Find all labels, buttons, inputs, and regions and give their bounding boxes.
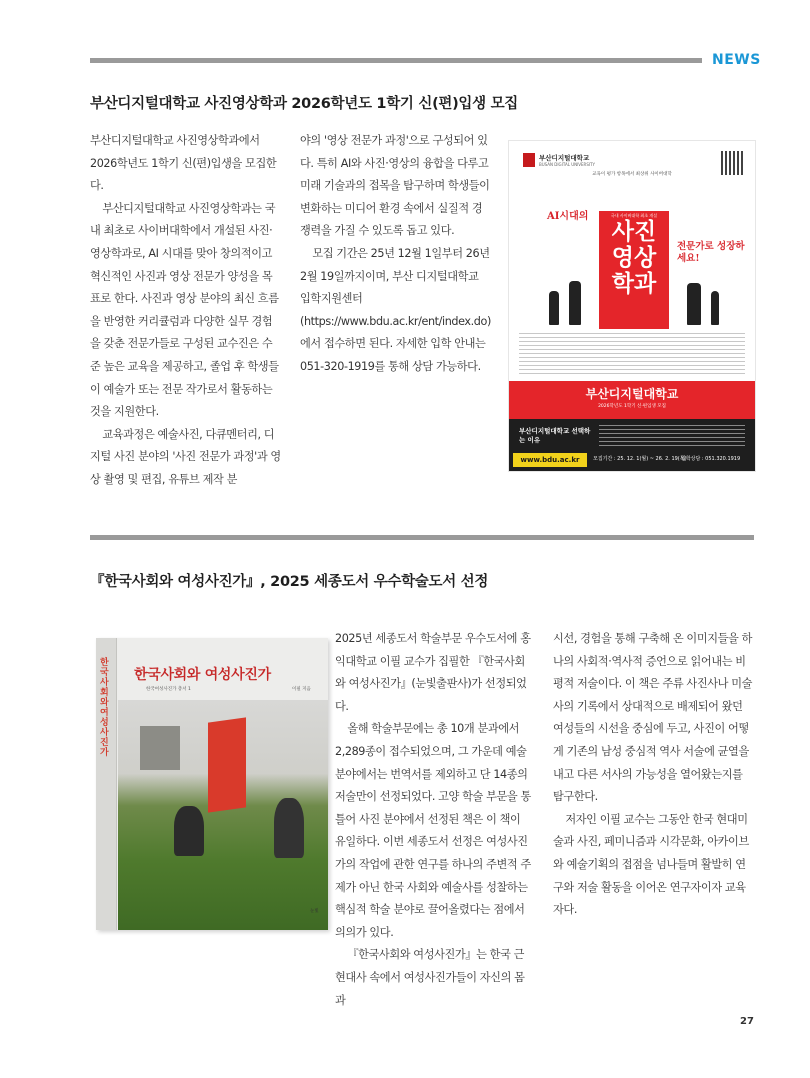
university-logo-icon xyxy=(523,153,535,167)
article1-headline: 부산디지털대학교 사진영상학과 2026학년도 1학기 신(편)입생 모집 xyxy=(90,96,519,112)
page-number: 27 xyxy=(740,1016,754,1027)
paragraph: 2025년 세종도서 학술부문 우수도서에 홍익대학교 이필 교수가 집필한 『한국사회와 여성사진가』(눈빛출판사)가 선정되었다. xyxy=(335,632,531,713)
book-series: 한국여성사진가 총서 1 xyxy=(146,687,191,692)
poster-school-name: 부산디지털대학교 xyxy=(539,154,590,162)
book-photo-person xyxy=(174,806,204,856)
paragraph: 야의 '영상 전문가 과정'으로 구성되어 있다. 특히 AI와 사진·영상의 융합을 다루고 미래 기술과의 접목을 탐구하며 학생들이 변화하는 미디어 환경 속에서 실질적 경쟁력을 가질 수 있도록 돕고 있다. xyxy=(300,134,490,238)
section-label: NEWS xyxy=(712,52,761,68)
book-publisher: 눈빛 xyxy=(310,909,319,914)
book-author: 이필 지음 xyxy=(292,687,311,692)
paragraph: 저자인 이필 교수는 그동안 한국 현대미술과 사진, 페미니즘과 시각문화, 아카이브와 예술기획의 접점을 넘나들며 활발히 연구와 저술 활동을 이어온 연구자이자 교육자다. xyxy=(553,812,749,917)
camera-operator-silhouette-icon xyxy=(687,283,701,325)
book-cover xyxy=(96,638,328,930)
article2-column-2 xyxy=(553,628,753,922)
poster-inquiry: 입학상담 : 051.320.1919 xyxy=(681,456,741,462)
article2-column-1 xyxy=(335,628,533,1012)
paragraph: 부산디지털대학교 사진영상학과에서 2026학년도 1학기 신(편)입생을 모집한다. xyxy=(90,134,277,193)
paragraph: 부산디지털대학교 사진영상학과는 국내 최초로 사이버대학에서 개설된 사진·영상학과로, AI 시대를 맞아 창의적이고 혁신적인 사진과 영상 전문가 양성을 목표로 한다. 사진과 영상 분야의 최신 흐름을 반영한 커리큘럼과 다양한 실무 경험을 갖춘 전문가들로 구성된 교수진은 수준 높은 교육을 제공하고, 졸업 후 학생들이 예술가 또는 전문 작가로서 활동하는 것을 지원한다. xyxy=(90,201,279,419)
photographer-silhouette-icon xyxy=(549,291,559,325)
poster-recruit: 2026학년도 1학기 신·편입생 모집 xyxy=(598,404,666,409)
paragraph: 모집 기간은 25년 12월 1일부터 26년 2월 19일까지이며, 부산 디지털대학교 입학지원센터(https://www.bdu.ac.kr/ent/index.do)에서 접수하면 된다. 자세한 입학 안내는 051-320-1919를 통해 상담 가능하다. xyxy=(300,246,491,373)
book-spine-title: 한국사회와 여성사진가 xyxy=(100,658,109,758)
section-divider xyxy=(90,535,754,540)
paragraph: 『한국사회와 여성사진가』는 한국 근현대사 속에서 여성사진가들이 자신의 몸과 xyxy=(335,948,525,1007)
poster-ai-text: AI시대의 xyxy=(547,211,589,222)
poster-university: 부산디지털대학교 xyxy=(585,387,679,401)
poster-school-english: BUSAN DIGITAL UNIVERSITY xyxy=(539,162,595,167)
paragraph: 시선, 경험을 통해 구축해 온 이미지들을 하나의 사회적·역사적 증언으로 읽어내는 비평적 저술이다. 이 책은 주류 사진사나 미술사의 기록에서 상대적으로 배제되어 왔던 여성들의 시선을 중심에 두고, 사진이 어떻게 기존의 남성 중심적 역사 서술에 균열을 내고 다른 서사의 가능성을 열어왔는지를 탐구한다. xyxy=(553,632,753,804)
article2-headline: 『한국사회와 여성사진가』, 2025 세종도서 우수학술도서 선정 xyxy=(90,574,489,590)
poster-ribbon: 국내 사이버대학 최초 개설 xyxy=(610,213,658,218)
book-photo-red-panel xyxy=(208,717,246,812)
poster-fine-print xyxy=(519,333,745,377)
poster-quote: 교육이 평가 항목에서 최상위 사이버대학 xyxy=(592,172,672,177)
paragraph: 교육과정은 예술사진, 다큐멘터리, 디지털 사진 분야의 '사진 전문가 과정'과 영상 촬영 및 편집, 유튜브 제작 분 xyxy=(90,427,281,486)
paragraph: 올해 학술부문에는 총 10개 분과에서 2,289종이 접수되었으며, 그 가운데 예술 분야에서는 번역서를 제외하고 단 14종의 저술만이 선정되었다. 고양 학술 부문을 통틀어 사진 분야에서 선정된 책은 이 책이 유일하다. 이번 세종도서 선정은 여성사진가의 작업에 관한 연구를 하나의 주변적 주제가 아닌 한국 사회와 예술사를 성찰하는 핵심적 학술 분야로 끌어올렸다는 점에서 의의가 있다. xyxy=(335,722,531,939)
header-rule xyxy=(90,58,702,63)
qr-code-icon xyxy=(721,151,745,175)
article1-column-2 xyxy=(300,130,492,379)
book-photo-wall xyxy=(140,726,180,770)
poster-slogan: 전문가로 성장하세요! xyxy=(677,241,745,264)
article1-column-1 xyxy=(90,130,282,492)
book-photo-person xyxy=(274,798,304,858)
poster-period: 모집기간 : 25. 12. 1(월) ~ 26. 2. 19(목) xyxy=(593,456,687,462)
poster-url: www.bdu.ac.kr xyxy=(513,453,587,467)
poster-main-title: 사진 영상 학과 xyxy=(611,219,657,297)
poster-details xyxy=(599,425,745,449)
recruitment-poster xyxy=(508,140,756,472)
photographer-silhouette-icon xyxy=(569,281,581,325)
tripod-silhouette-icon xyxy=(711,291,719,325)
poster-why: 부산디지털대학교 선택하는 이유 xyxy=(519,427,591,444)
book-title: 한국사회와 여성사진가 xyxy=(134,667,271,683)
